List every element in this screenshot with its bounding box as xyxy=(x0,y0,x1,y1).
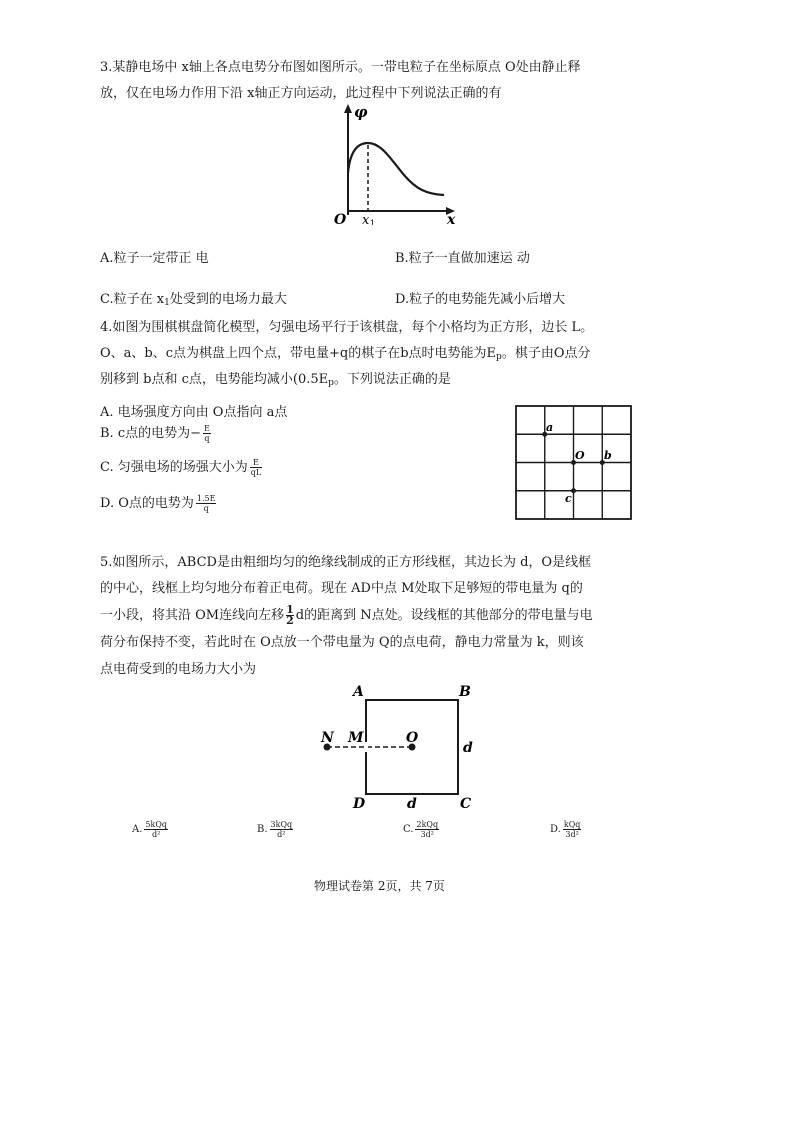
q3-y-arrow xyxy=(344,104,352,113)
q5-gap-at-m xyxy=(364,742,368,752)
q4-option-b: B. c点的电势为− $\frac{E}{q}$ xyxy=(100,424,210,443)
q4-stem-line1: 4.如图为围棋棋盘简化模型，匀强电场平行于该棋盘，每个小格均为正方形，边长 L。 xyxy=(100,320,594,335)
q5-label-o: O xyxy=(406,730,419,746)
q3-stem-line1: 3.某静电场中 x轴上各点电势分布图如图所示。一带电粒子在坐标原点 O处由静止释 xyxy=(100,60,581,75)
q4-label-a: a xyxy=(546,421,554,434)
q4-stem-line2: O、a、b、c点为棋盘上四个点，带电量+q的棋子在b点时电势能为$E_p$。棋子由O点分 xyxy=(100,346,591,362)
q5-label-b: B xyxy=(459,684,471,700)
q3-option-c: C.粒子在 $x_1$处受到的电场力最大 xyxy=(100,292,287,308)
q5-label-c: C xyxy=(460,796,472,812)
q5-label-n: N xyxy=(321,730,334,746)
q5-option-b: B. $\frac{\text{3kQq}}{\text{d²}}$ xyxy=(257,820,293,839)
q3-x-label: x xyxy=(447,212,456,225)
q5-stem-line4: 荷分布保持不变，若此时在 O点放一个带电量为 Q的点电荷，静电力常量为 k，则该 xyxy=(100,635,584,650)
q5-option-c: C. $\frac{\text{2kQq}}{\text{3d²}}$ xyxy=(403,820,439,839)
q3-potential-curve xyxy=(348,143,444,195)
q4-label-o: O xyxy=(575,449,585,462)
q3-x1-sub: 1 xyxy=(370,219,376,225)
q5-label-m: M xyxy=(348,730,364,746)
q4-label-b: b xyxy=(604,449,612,462)
q4-label-c: c xyxy=(565,492,572,505)
q5-label-a: A xyxy=(353,684,364,700)
q4-option-a: A. 电场强度方向由 O点指向 a点 xyxy=(100,405,288,420)
q5-option-a: A. $\frac{\text{5kQq}}{\text{d²}}$ xyxy=(132,820,168,839)
q3-stem-line2: 放，仅在电场力作用下沿 x轴正方向运动，此过程中下列说法正确的有 xyxy=(100,86,502,101)
q5-stem-line3: 一小段，将其沿 OM连线向左移 $\frac{1}{2}$ d的距离到 N点处。设线框的其他部分的带电量与电 xyxy=(100,603,593,627)
q5-label-d: D xyxy=(353,796,366,812)
q5-stem-line2: 的中心，线框上均匀地分布着正电荷。现在 AD中点 M处取下足够短的带电量为 q的 xyxy=(100,581,583,596)
q4-stem-line3: 别移到 b点和 c点，电势能均减小($0.5E_p$。下列说法正确的是 xyxy=(100,372,451,388)
q5-option-d: D. $\frac{\text{kQq}}{\text{3d²}}$ xyxy=(550,820,581,839)
q4-go-board-figure xyxy=(514,404,634,522)
q3-option-b: B.粒子一直做加速运 动 xyxy=(395,251,530,266)
q3-x1-label: x xyxy=(362,213,370,225)
q3-y-label: φ xyxy=(354,103,368,121)
q5-square-frame-figure xyxy=(315,680,485,814)
q5-stem-line1: 5.如图所示，ABCD是由粗细均匀的绝缘线制成的正方形线框，其边长为 d，O是线框 xyxy=(100,555,592,570)
page-footer: 物理试卷第 2页，共 7页 xyxy=(314,879,445,893)
q5-label-d-bottom: d xyxy=(407,796,417,812)
q3-origin-label: O xyxy=(334,212,347,225)
q3-potential-figure xyxy=(330,103,460,225)
q3-option-a: A.粒子一定带正 电 xyxy=(100,251,209,266)
q3-option-d: D.粒子的电势能先减小后增大 xyxy=(395,292,566,307)
q4-option-d: D. O点的电势为 $\frac{1.5E}{q}$ xyxy=(100,494,216,513)
q4-point-c xyxy=(571,488,576,493)
q5-stem-line5: 点电荷受到的电场力大小为 xyxy=(100,662,257,677)
q4-option-c: C. 匀强电场的场强大小为 $\frac{E}{qL}$ xyxy=(100,458,262,477)
q5-label-d-right: d xyxy=(463,740,473,756)
